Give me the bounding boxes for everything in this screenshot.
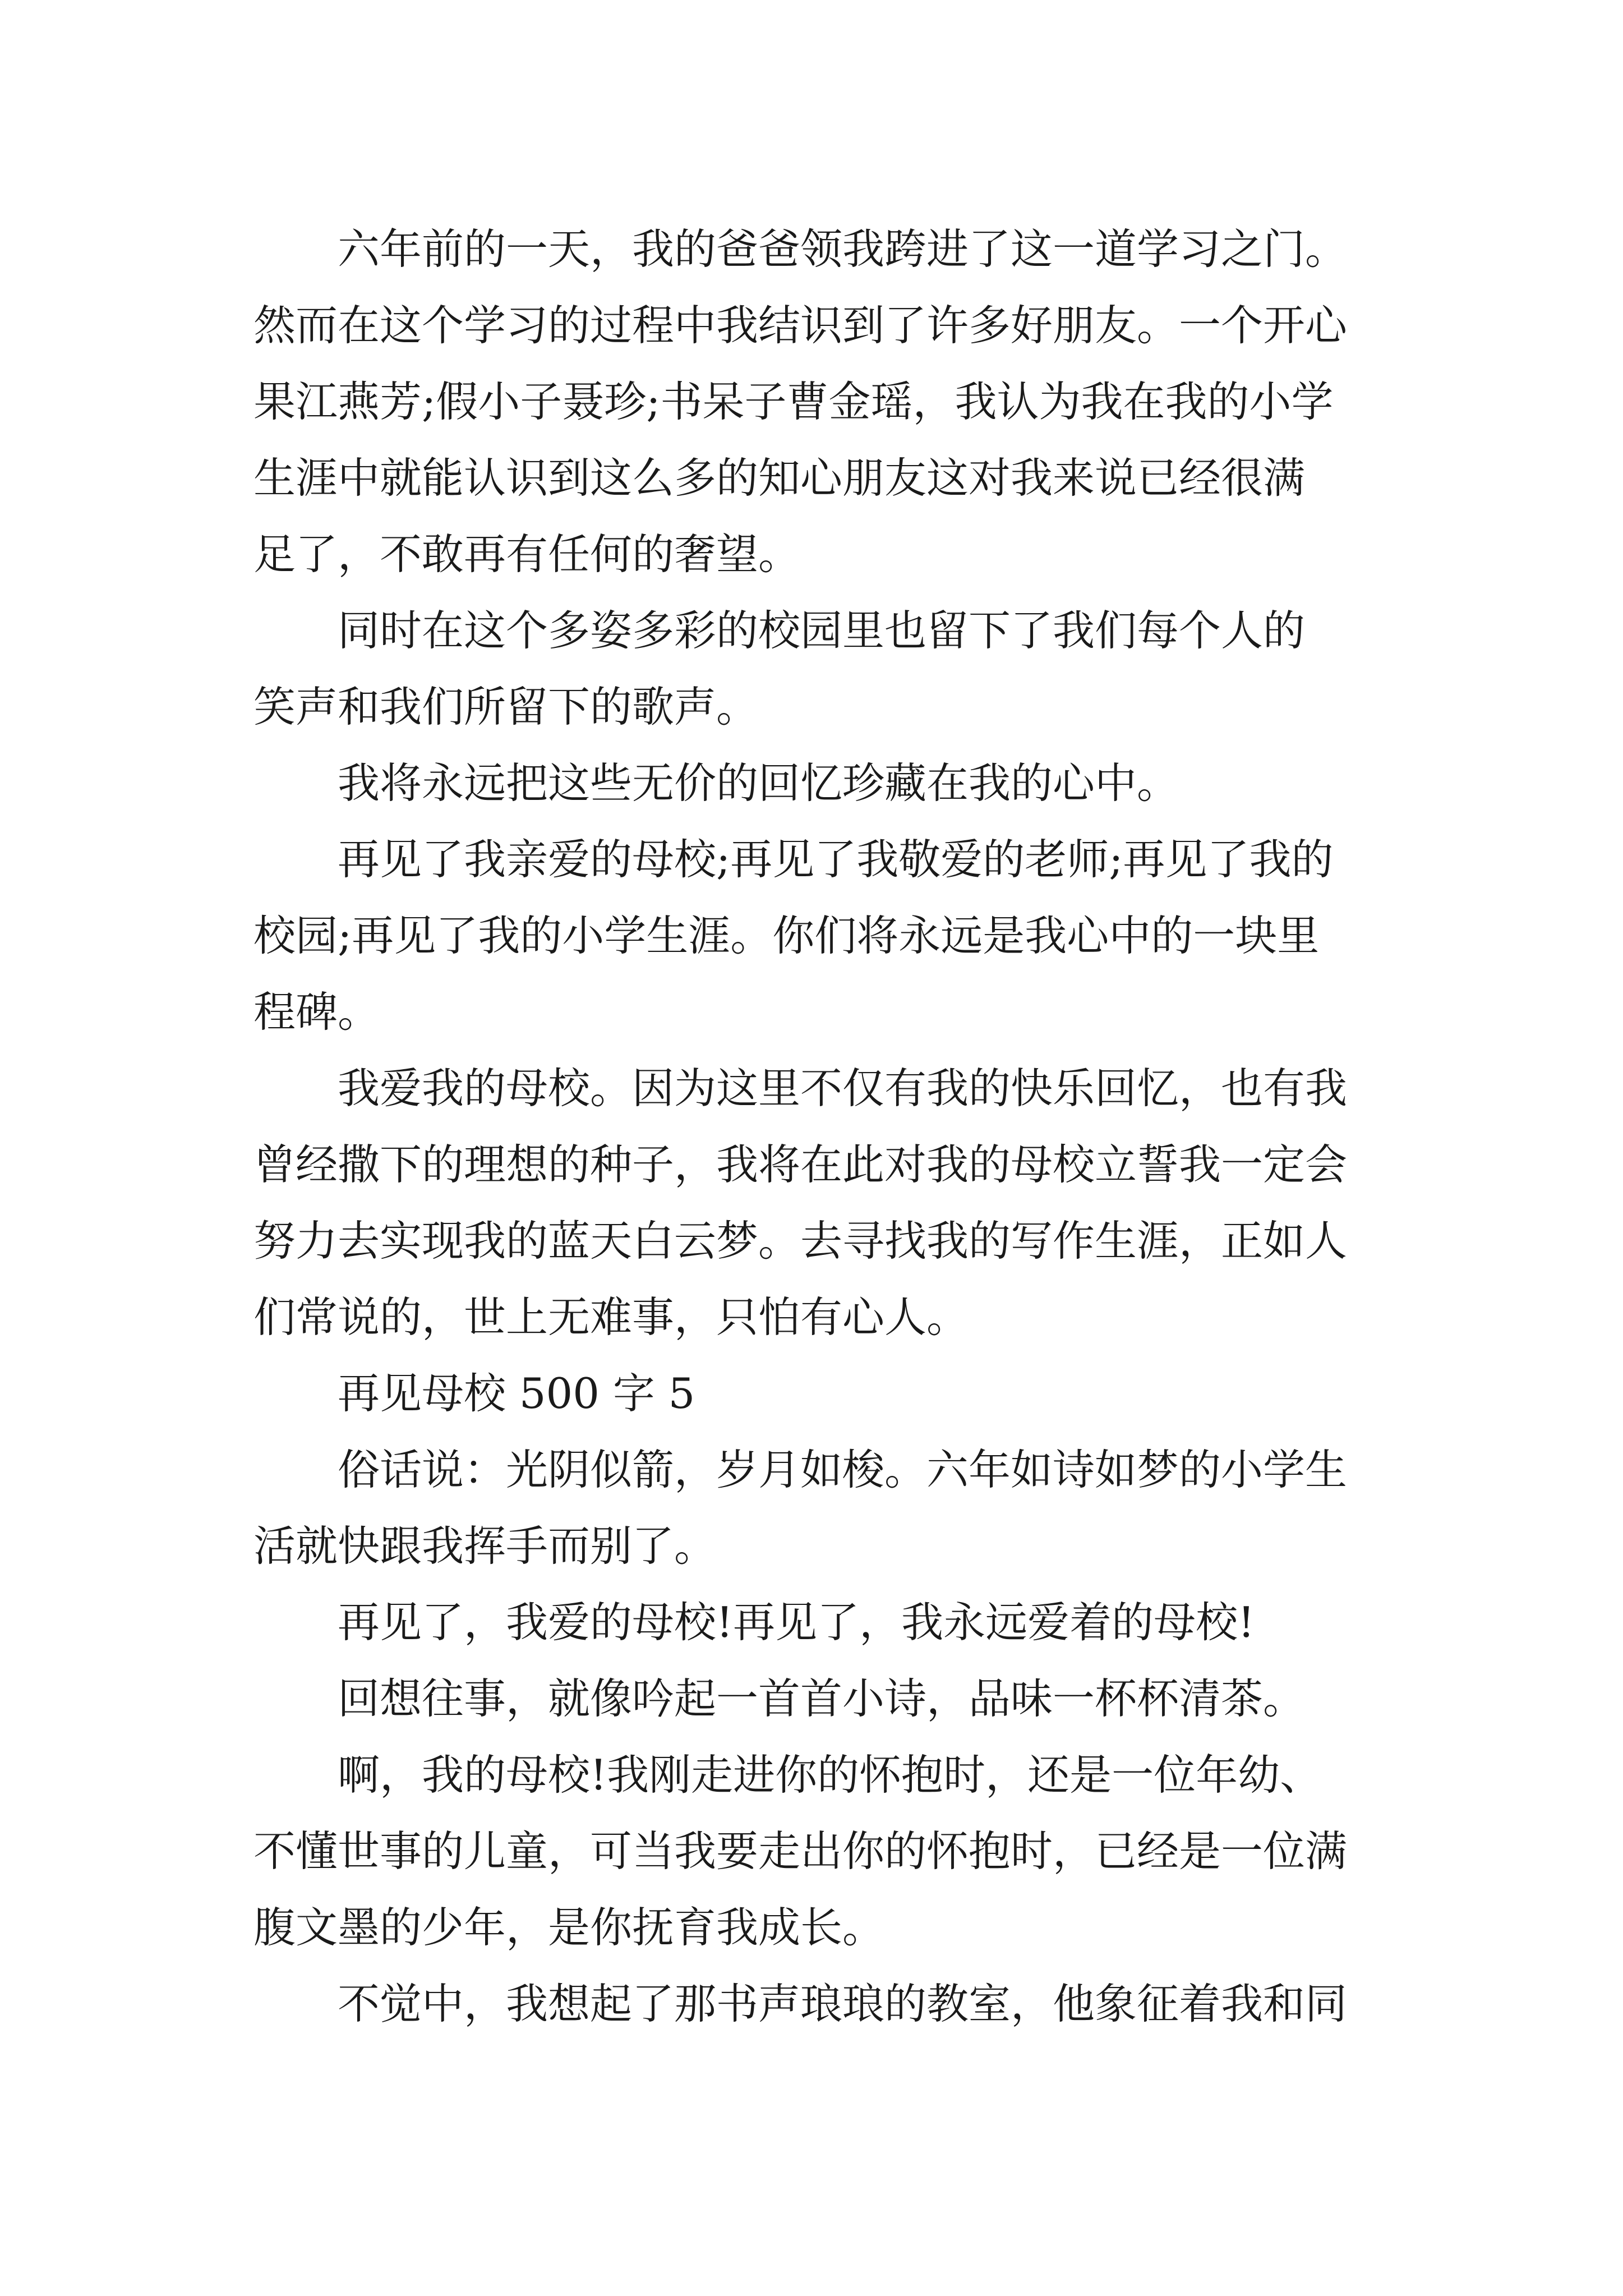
paragraph-line: 曾经撒下的理想的种子，我将在此对我的母校立誓我一定会	[253, 1140, 1348, 1189]
paragraph-line: 同时在这个多姿多彩的校园里也留下了我们每个人的	[338, 606, 1306, 655]
document-body	[253, 211, 1448, 2042]
paragraph-line: 不懂世事的儿童，可当我要走出你的怀抱时，已经是一位满	[253, 1826, 1348, 1876]
paragraph	[253, 1966, 1448, 2042]
paragraph	[253, 592, 1448, 745]
paragraph	[253, 1050, 1448, 1355]
paragraph-line: 生涯中就能认识到这么多的知心朋友这对我来说已经很满	[253, 453, 1306, 503]
paragraph-line: 再见了，我爱的母校!再见了，我永远爱着的母校!	[338, 1598, 1255, 1647]
paragraph	[253, 211, 1448, 592]
paragraph	[253, 1660, 1448, 1737]
paragraph-line: 我将永远把这些无价的回忆珍藏在我的心中。	[338, 758, 1179, 808]
paragraph-line: 再见了我亲爱的母校;再见了我敬爱的老师;再见了我的	[338, 835, 1334, 884]
paragraph	[253, 745, 1448, 821]
paragraph-line: 然而在这个学习的过程中我结识到了许多好朋友。一个开心	[253, 301, 1348, 350]
paragraph-line: 果江燕芳;假小子聂珍;书呆子曹金瑶，我认为我在我的小学	[253, 377, 1334, 426]
paragraph	[253, 1355, 1448, 1432]
paragraph-line: 回想往事，就像吟起一首首小诗，品味一杯杯清茶。	[338, 1674, 1306, 1723]
paragraph	[253, 1737, 1448, 1966]
paragraph-line: 足了，不敢再有任何的奢望。	[253, 530, 801, 579]
paragraph-line: 啊，我的母校!我刚走进你的怀抱时，还是一位年幼、	[338, 1750, 1322, 1800]
paragraph	[253, 821, 1448, 1050]
paragraph	[253, 1432, 1448, 1584]
paragraph-line: 程碑。	[253, 987, 380, 1037]
paragraph-line: 六年前的一天，我的爸爸领我跨进了这一道学习之门。	[338, 224, 1348, 274]
paragraph-line: 再见母校 500 字 5	[338, 1369, 695, 1418]
paragraph-line: 我爱我的母校。因为这里不仅有我的快乐回忆，也有我	[338, 1064, 1348, 1113]
paragraph-line: 活就快跟我挥手而别了。	[253, 1521, 717, 1571]
paragraph-line: 不觉中，我想起了那书声琅琅的教室，他象征着我和同	[338, 1979, 1348, 2028]
paragraph-line: 腹文墨的少年，是你抚育我成长。	[253, 1903, 885, 1952]
paragraph	[253, 1584, 1448, 1660]
paragraph-line: 俗话说：光阴似箭，岁月如梭。六年如诗如梦的小学生	[338, 1445, 1348, 1494]
paragraph-line: 笑声和我们所留下的歌声。	[253, 682, 759, 731]
paragraph-line: 校园;再见了我的小学生涯。你们将永远是我心中的一块里	[253, 911, 1320, 960]
paragraph-line: 们常说的，世上无难事，只怕有心人。	[253, 1292, 969, 1342]
paragraph-line: 努力去实现我的蓝天白云梦。去寻找我的写作生涯，正如人	[253, 1216, 1348, 1266]
